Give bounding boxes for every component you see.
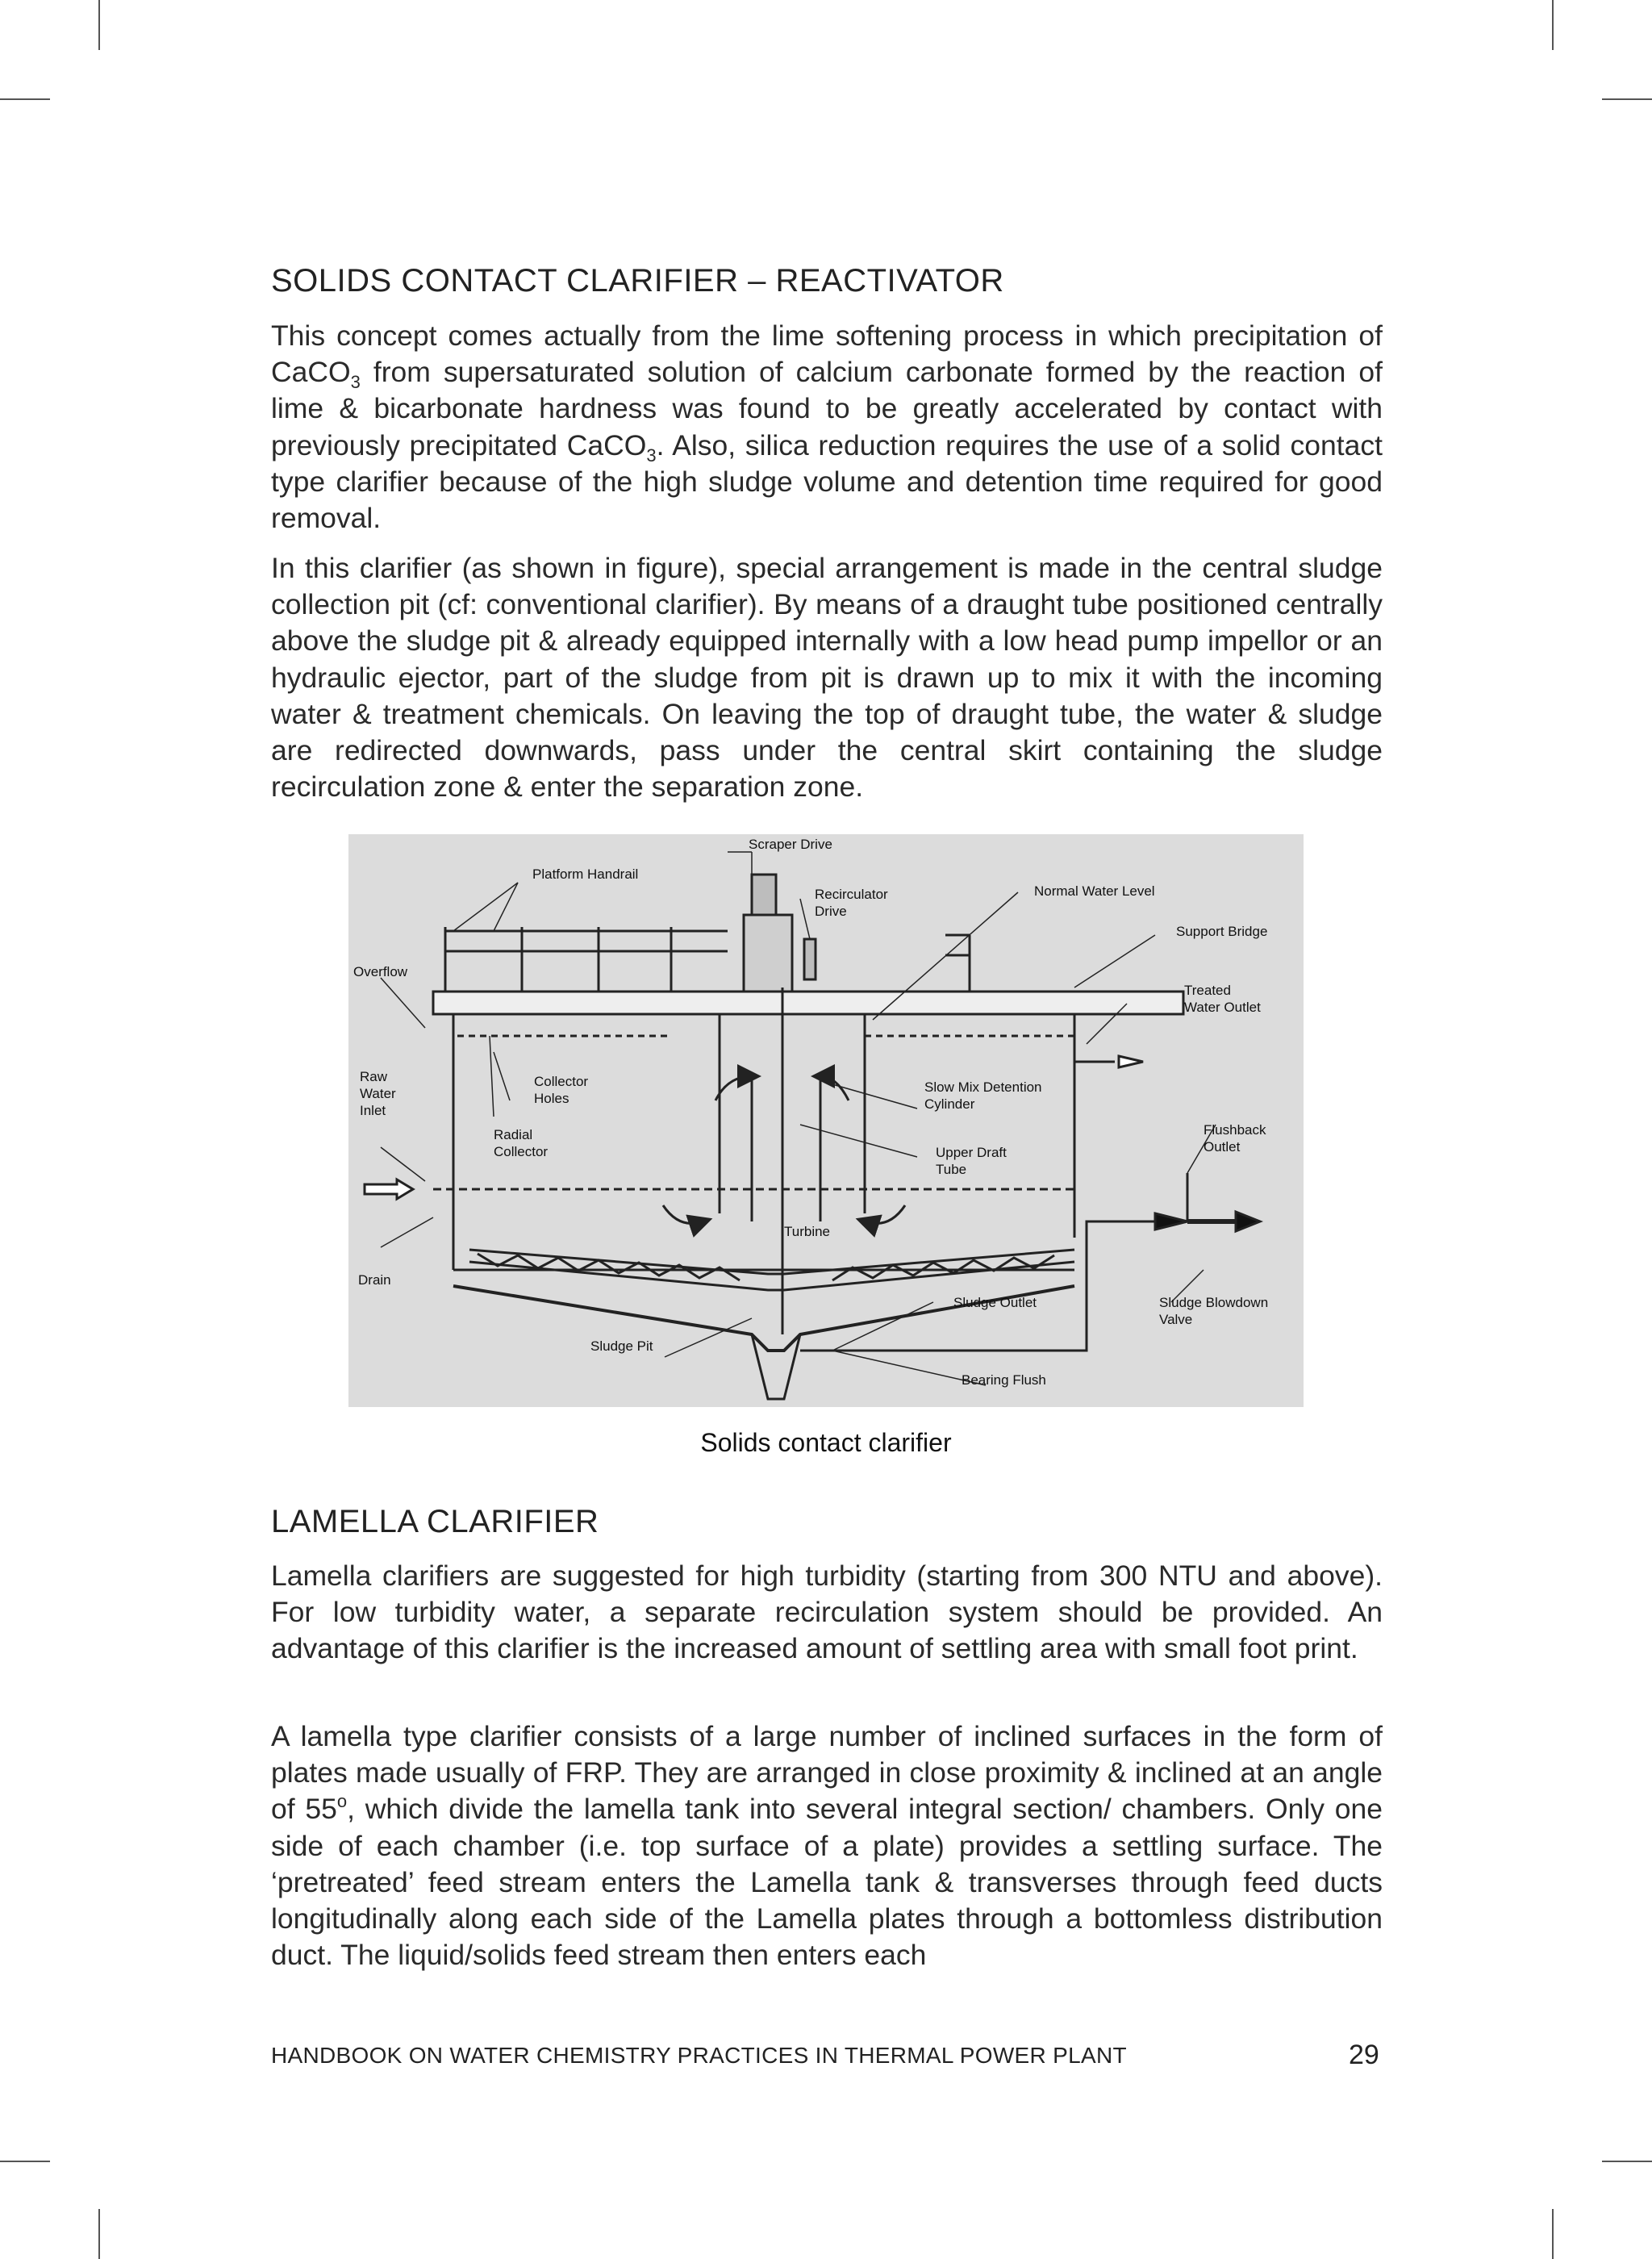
label-turbine: Turbine <box>784 1224 831 1239</box>
label-flushback-outlet-2: Outlet <box>1204 1139 1241 1155</box>
label-radial-collector-1: Radial <box>494 1127 533 1142</box>
crop-mark-top-right-h <box>1602 98 1652 100</box>
crop-mark-bottom-left-v <box>98 2209 100 2259</box>
label-raw-water-inlet-1: Raw <box>360 1069 388 1084</box>
label-collector-holes-2: Holes <box>534 1091 569 1106</box>
label-sludge-outlet: Sludge Outlet <box>953 1295 1037 1310</box>
crop-mark-bottom-right-v <box>1552 2209 1554 2259</box>
label-slow-mix-1: Slow Mix Detention <box>924 1079 1042 1095</box>
label-drain: Drain <box>358 1272 391 1288</box>
label-upper-draft-tube-2: Tube <box>936 1162 967 1177</box>
label-normal-water-level: Normal Water Level <box>1034 883 1155 899</box>
crop-mark-top-right-v <box>1552 0 1554 50</box>
label-treated-water-outlet-2: Water Outlet <box>1184 1000 1261 1015</box>
label-overflow: Overflow <box>353 964 408 979</box>
label-sludge-pit: Sludge Pit <box>590 1338 653 1354</box>
label-collector-holes-1: Collector <box>534 1074 589 1089</box>
figure-caption: Solids contact clarifier <box>700 1428 952 1457</box>
label-raw-water-inlet-2: Water <box>360 1086 396 1101</box>
label-radial-collector-2: Collector <box>494 1144 549 1159</box>
label-flushback-outlet-1: Flushback <box>1204 1122 1266 1138</box>
label-bearing-flush: Bearing Flush <box>962 1372 1046 1388</box>
section-heading-lamella: LAMELLA CLARIFIER <box>271 1504 599 1539</box>
paragraph-solids-contact-1: This concept comes actually from the lime softening process in which precipitation of CaCO$_3$ from supersaturated solution of calcium carbonate formed by the reaction of lime & bicarbonate hardness was found to be greatly accelerated by contact with previously precipitated CaCO$_3$. Also, silica reduction requires the use of a solid contact type clarifier because of the high sludge volume and detention time required for good removal. <box>271 319 1383 535</box>
label-sludge-blowdown-valve-2: Valve <box>1159 1312 1193 1327</box>
paragraph-solids-contact-2: In this clarifier (as shown in figure), special arrangement is made in the central sludge collection pit (cf: conventional clarifier). By means of a draught tube positioned centrally above the sludge pit & already equipped internally with a low head pump impellor or an hydraulic ejector, part of the sludge from pit is drawn up to mix it with the incoming water & treatment chemicals. On leaving the top of draught tube, the water & sludge are redirected downwards, pass under the central skirt containing the sludge recirculation zone & enter the separation zone. <box>271 552 1383 804</box>
label-platform-handrail: Platform Handrail <box>532 866 639 882</box>
label-raw-water-inlet-3: Inlet <box>360 1103 386 1118</box>
support-bridge-drawing <box>433 992 1183 1014</box>
crop-mark-top-left-v <box>98 0 100 50</box>
label-slow-mix-2: Cylinder <box>924 1096 975 1112</box>
label-support-bridge: Support Bridge <box>1176 924 1268 939</box>
page-number: 29 <box>1349 2040 1379 2070</box>
label-sludge-blowdown-valve-1: Sludge Blowdown <box>1159 1295 1269 1310</box>
label-treated-water-outlet-1: Treated <box>1184 983 1231 998</box>
label-upper-draft-tube-1: Upper Draft <box>936 1145 1007 1160</box>
footer-book-title: HANDBOOK ON WATER CHEMISTRY PRACTICES IN THERMAL POWER PLANT <box>271 2043 1127 2068</box>
paragraph-lamella-1: Lamella clarifiers are suggested for high turbidity (starting from 300 NTU and above). For low turbidity water, a separate recirculation system should be provided. An advantage of this clarifier is the increased amount of settling area with small foot print. <box>271 1560 1383 1665</box>
label-recirculator-drive-2: Drive <box>815 904 847 919</box>
label-scraper-drive: Scraper Drive <box>749 837 832 852</box>
crop-mark-bottom-left-h <box>0 2161 50 2162</box>
crop-mark-top-left-h <box>0 98 50 100</box>
crop-mark-bottom-right-h <box>1602 2161 1652 2162</box>
label-recirculator-drive-1: Recirculator <box>815 887 888 902</box>
section-heading-solids-contact: SOLIDS CONTACT CLARIFIER – REACTIVATOR <box>271 263 1004 299</box>
clarifier-diagram <box>348 834 1304 1407</box>
paragraph-lamella-2: A lamella type clarifier consists of a large number of inclined surfaces in the form of plates made usually of FRP. They are arranged in close proximity & inclined at an angle of 55$^o$, which divide the lamella tank into several integral section/ chambers. Only one side of each chamber (i.e. top surface of a plate) provides a settling surface. The ‘pretreated’ feed stream enters the Lamella tank & transverses through feed ducts longitudinally along each side of the Lamella plates through a bottomless distribution duct. The liquid/solids feed stream then enters each <box>271 1720 1383 1972</box>
